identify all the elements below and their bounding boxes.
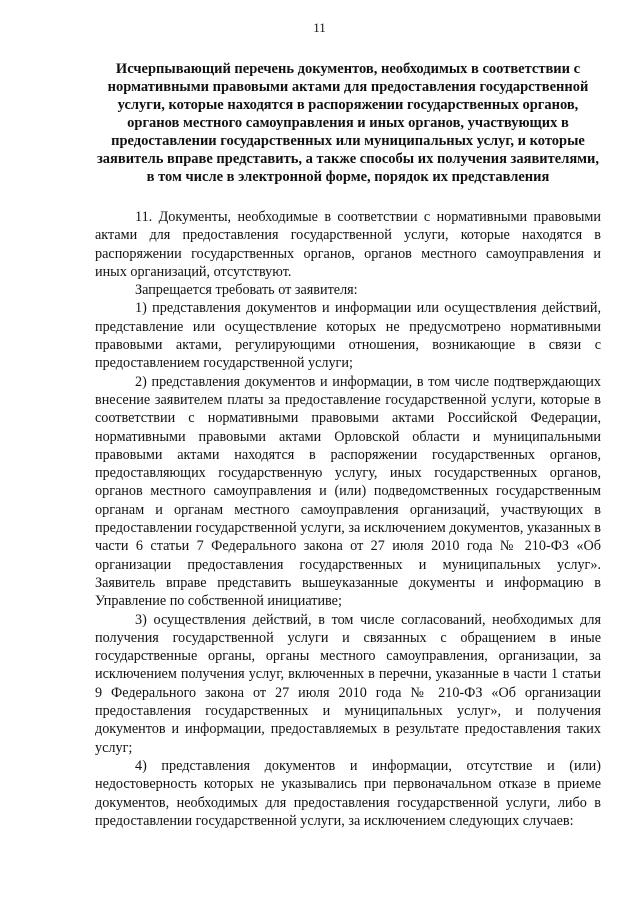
section-heading: Исчерпывающий перечень документов, необходимых в соответствии с нормативными правовыми актами для предоставления государственной услуги, которые находятся в распоряжении государственных органов, органов местного самоуправления и иных органов, участвующих в предоставлении государственных или муниципальных услуг, и которые заявитель вправе представить, а также способы их получения заявителями, в том числе в электронной форме, порядок их представления [96,61,600,185]
paragraph-prohibition-intro: Запрещается требовать от заявителя: [135,282,358,299]
paragraph-list-item-4: 4) представления документов и информации, отсутствие и (или) недостоверность которых не указывались при первоначальном отказе в приеме документов, необходимых для предоставления государственной услуги, либо в предоставлении государственной услуги, за исключением следующих случаев: [95,757,601,829]
paragraph-item-11: 11. Документы, необходимые в соответствии с нормативными правовыми актами для предоставления государственной услуги, которые находятся в распоряжении государственных органов, органов местного самоуправления и иных организаций, отсутствуют. [95,209,601,280]
document-body [95,208,601,830]
page-number: 11 [313,20,326,35]
paragraph-list-item-1: 1) представления документов и информации или осуществления действий, представление или осуществление которых не предусмотрено нормативными правовыми актами, регулирующими отношения, возникающие в связи с предоставлением государственной услуги; [95,300,601,372]
paragraph-list-item-3: 3) осуществления действий, в том числе согласований, необходимых для получения государственной услуги и связанных с обращением в иные государственные органы, органы местного самоуправления, организации, за исключением получения услуг, включенных в перечни, указанные в части 1 статьи 9 Федерального закона от 27 июля 2010 года № 210-ФЗ «Об организации предоставления государственных и муниципальных услуг», и получения документов и информации, предоставляемых в результате предоставления таких услуг; [95,611,601,756]
paragraph-list-item-2: 2) представления документов и информации, в том числе подтверждающих внесение заявителем платы за предоставление государственной услуги, которые в соответствии с нормативными правовыми актами Российской Федерации, нормативными правовыми актами Орловской области и муниципальными правовыми актами находятся в распоряжении государственных органов, предоставляющих государственную услугу, иных государственных органов, органов местного самоуправления и (или) подведомственных государственным органам и органам местного самоуправления организаций, участвующих в предоставлении государственной услуги, за исключением документов, указанных в части 6 статьи 7 Федерального закона от 27 июля 2010 года № 210-ФЗ «Об организации предоставления государственных и муниципальных услуг». Заявитель вправе представить вышеуказанные документы и информацию в Управление по собственной инициативе; [95,373,601,610]
